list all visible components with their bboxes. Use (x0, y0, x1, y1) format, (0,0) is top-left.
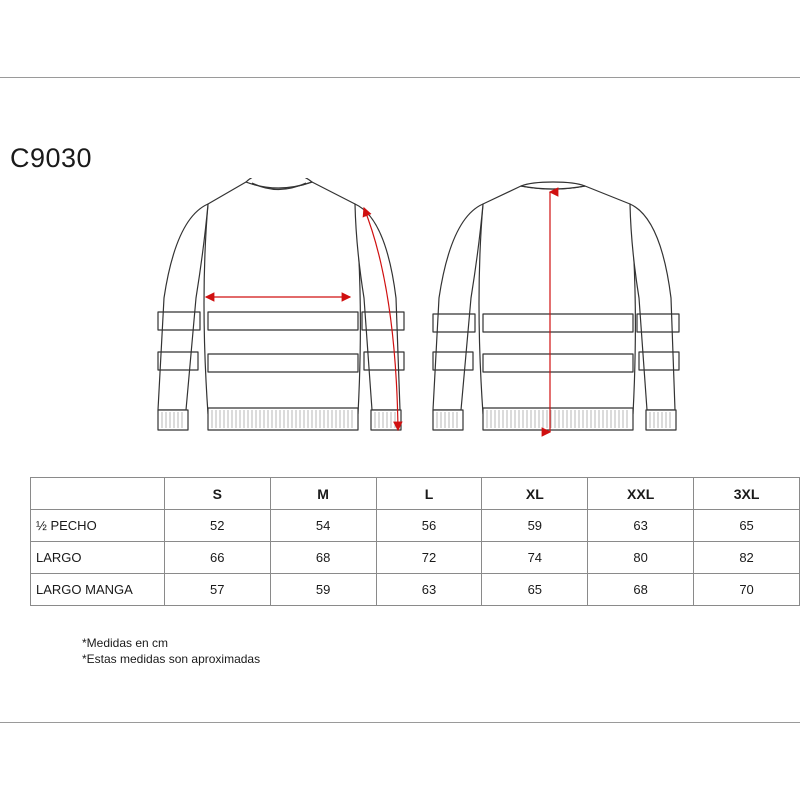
table-cell: 80 (588, 542, 694, 574)
table-cell: 65 (482, 574, 588, 606)
table-cell: 68 (270, 542, 376, 574)
row-label: ½ PECHO (31, 510, 165, 542)
table-cell: 66 (164, 542, 270, 574)
table-cell: 59 (482, 510, 588, 542)
model-code-title: C9030 (10, 143, 93, 173)
size-header: L (376, 478, 482, 510)
size-header: M (270, 478, 376, 510)
note-line: *Medidas en cm (82, 636, 169, 650)
size-header: XXL (588, 478, 694, 510)
sweater-back-illustration (425, 178, 685, 440)
size-header: 3XL (694, 478, 800, 510)
table-cell: 63 (588, 510, 694, 542)
table-cell: 68 (588, 574, 694, 606)
table-cell: 65 (694, 510, 800, 542)
table-row (31, 510, 800, 542)
table-row (31, 574, 800, 606)
row-label: LARGO (31, 542, 165, 574)
top-divider (0, 77, 800, 78)
table-row (31, 542, 800, 574)
table-cell: 56 (376, 510, 482, 542)
size-table (30, 477, 800, 606)
size-header: S (164, 478, 270, 510)
table-cell: 57 (164, 574, 270, 606)
table-cell: 82 (694, 542, 800, 574)
sweater-front-illustration (150, 178, 410, 440)
table-cell: 72 (376, 542, 482, 574)
table-cell: 52 (164, 510, 270, 542)
row-label: LARGO MANGA (31, 574, 165, 606)
size-header: XL (482, 478, 588, 510)
table-cell: 59 (270, 574, 376, 606)
size-table-corner (31, 478, 165, 510)
table-cell: 63 (376, 574, 482, 606)
table-cell: 54 (270, 510, 376, 542)
size-table-header-row (31, 478, 800, 510)
table-cell: 70 (694, 574, 800, 606)
note-line: *Estas medidas son aproximadas (82, 652, 261, 666)
measurement-notes (82, 635, 260, 667)
table-cell: 74 (482, 542, 588, 574)
bottom-divider (0, 722, 800, 723)
